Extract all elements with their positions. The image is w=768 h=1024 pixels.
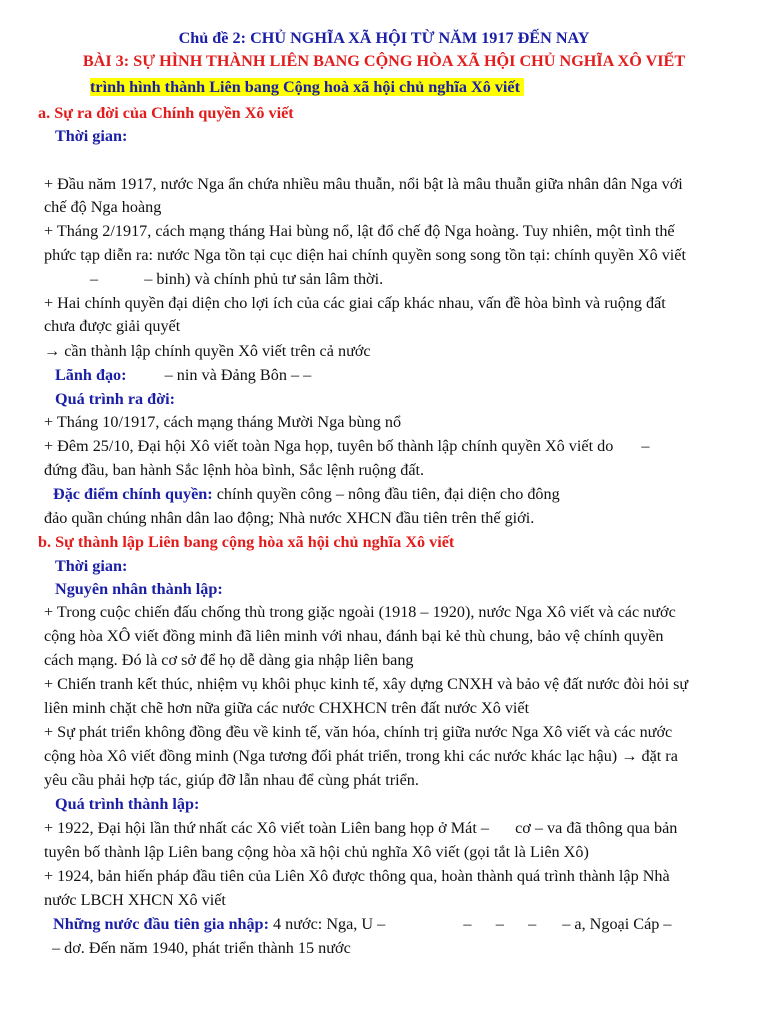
leader-row: [55, 364, 311, 386]
para-a1-line1: + Đầu năm 1917, nước Nga ẩn chứa nhiều mâu thuẫn, nổi bật là mâu thuẫn giữa nhân dân Nga với: [44, 175, 683, 193]
feature-value: chính quyền công – nông đầu tiên, đại diện cho đông: [216, 485, 560, 503]
leader-label: Lãnh đạo:: [55, 366, 127, 384]
para-a1-line2: chế độ Nga hoàng: [44, 198, 162, 216]
para-a2-line3: [90, 268, 383, 290]
para-a3-line2: chưa được giải quyết: [44, 317, 181, 335]
members-label: Những nước đầu tiên gia nhập:: [53, 915, 269, 933]
para-a2-line3-text: – binh) và chính phủ tư sản lâm thời.: [144, 270, 384, 288]
para-a4: → cần thành lập chính quyền Xô viết trên cả nước: [44, 342, 371, 360]
feature-label: Đặc điểm chính quyền:: [53, 485, 213, 503]
cause2-line1: + Chiến tranh kết thúc, nhiệm vụ khôi phục kinh tế, xây dựng CNXH và bảo vệ đất nước đòi hỏi sự: [44, 675, 689, 693]
lesson-title: BÀI 3: SỰ HÌNH THÀNH LIÊN BANG CỘNG HÒA XÃ HỘI CHỦ NGHĨA XÔ VIẾT: [82, 52, 686, 70]
process-b1-text-b: cơ – va đã thông qua bản: [515, 819, 678, 837]
section-b-heading: b. Sự thành lập Liên bang cộng hòa xã hội chủ nghĩa Xô viết: [38, 533, 455, 551]
members-dashes: – – –: [463, 915, 537, 933]
process-b1-line2: tuyên bố thành lập Liên bang cộng hòa xã hội chủ nghĩa Xô viết (gọi tắt là Liên Xô): [44, 843, 589, 861]
process-b1-line1: [44, 817, 677, 839]
members-row: [53, 913, 672, 935]
process-a2-line2: đứng đầu, ban hành Sắc lệnh hòa bình, Sắc lệnh ruộng đất.: [44, 461, 425, 479]
cause1-line2: cộng hòa XÔ viết đồng minh đã liên minh với nhau, đánh bại kẻ thù chung, bảo vệ chính quyền: [44, 627, 664, 645]
subtitle-highlight: trình hình thành Liên bang Cộng hoà xã hội chủ nghĩa Xô viết: [90, 78, 524, 96]
members-value: 4 nước: Nga, U –: [273, 915, 386, 933]
para-a2-line1: + Tháng 2/1917, cách mạng tháng Hai bùng nổ, lật đổ chế độ Nga hoàng. Tuy nhiên, một tình thế: [44, 222, 675, 240]
section-b-time-label: Thời gian:: [55, 557, 128, 575]
process-b1-text-a: + 1922, Đại hội lần thứ nhất các Xô viết toàn Liên bang họp ở Mát –: [44, 819, 489, 837]
process-a2-text: + Đêm 25/10, Đại hội Xô viết toàn Nga họp, tuyên bố thành lập chính quyền Xô viết do: [44, 437, 614, 455]
cause-label: Nguyên nhân thành lập:: [55, 580, 223, 598]
cause3-line3: yêu cầu phải hợp tác, giúp đỡ lẫn nhau để cùng phát triển.: [44, 771, 419, 789]
cause2-line2: liên minh chặt chẽ hơn nữa giữa các nước CHXHCN trên đất nước Xô viết: [44, 699, 530, 717]
cause1-line1: + Trong cuộc chiến đấu chống thù trong giặc ngoài (1918 – 1920), nước Nga Xô viết và các nước: [44, 603, 676, 621]
cause3-line1: + Sự phát triển không đồng đều về kinh tế, văn hóa, chính trị giữa nước Nga Xô viết và các nước: [44, 723, 673, 741]
leader-value: – nin và Đảng Bôn – –: [164, 366, 312, 384]
members-tail: – a, Ngoại Cáp –: [562, 915, 672, 933]
members-line2: – dơ. Đến năm 1940, phát triển thành 15 nước: [52, 939, 351, 957]
topic-title: Chủ đề 2: CHỦ NGHĨA XÃ HỘI TỪ NĂM 1917 ĐẾN NAY: [178, 29, 590, 47]
cause1-line3: cách mạng. Đó là cơ sở để họ dễ dàng gia nhập liên bang: [44, 651, 414, 669]
feature-row: [53, 483, 560, 505]
process-b2-line1: + 1924, bản hiến pháp đầu tiên của Liên Xô được thông qua, hoàn thành quá trình thành lập Nhà: [44, 867, 670, 885]
section-a-time-label: Thời gian:: [55, 127, 128, 145]
section-a-process-label: Quá trình ra đời:: [55, 390, 176, 408]
para-a3-line1: + Hai chính quyền đại diện cho lợi ích của các giai cấp khác nhau, vấn đề hòa bình và ruộng đất: [44, 294, 666, 312]
process-a2-line1: [44, 435, 650, 457]
section-a-heading: a. Sự ra đời của Chính quyền Xô viết: [38, 104, 294, 122]
process-a1: + Tháng 10/1917, cách mạng tháng Mười Nga bùng nổ: [44, 413, 402, 431]
para-a2-line2: phức tạp diễn ra: nước Nga tồn tại cục diện hai chính quyền song song tồn tại: chính quyền Xô viết: [44, 246, 686, 264]
process-a2-dash: –: [641, 437, 650, 455]
process-b2-line2: nước LBCH XHCN Xô viết: [44, 891, 226, 909]
para-a2-dash: –: [90, 270, 99, 288]
feature-line2: đảo quần chúng nhân dân lao động; Nhà nước XHCN đầu tiên trên thế giới.: [44, 509, 535, 527]
section-b-process-label: Quá trình thành lập:: [55, 795, 200, 813]
lesson-subtitle: [90, 76, 524, 98]
cause3-line2: cộng hòa Xô viết đồng minh (Nga tương đối phát triển, trong khi các nước khác lạc hậu) → đặt ra: [44, 747, 678, 765]
